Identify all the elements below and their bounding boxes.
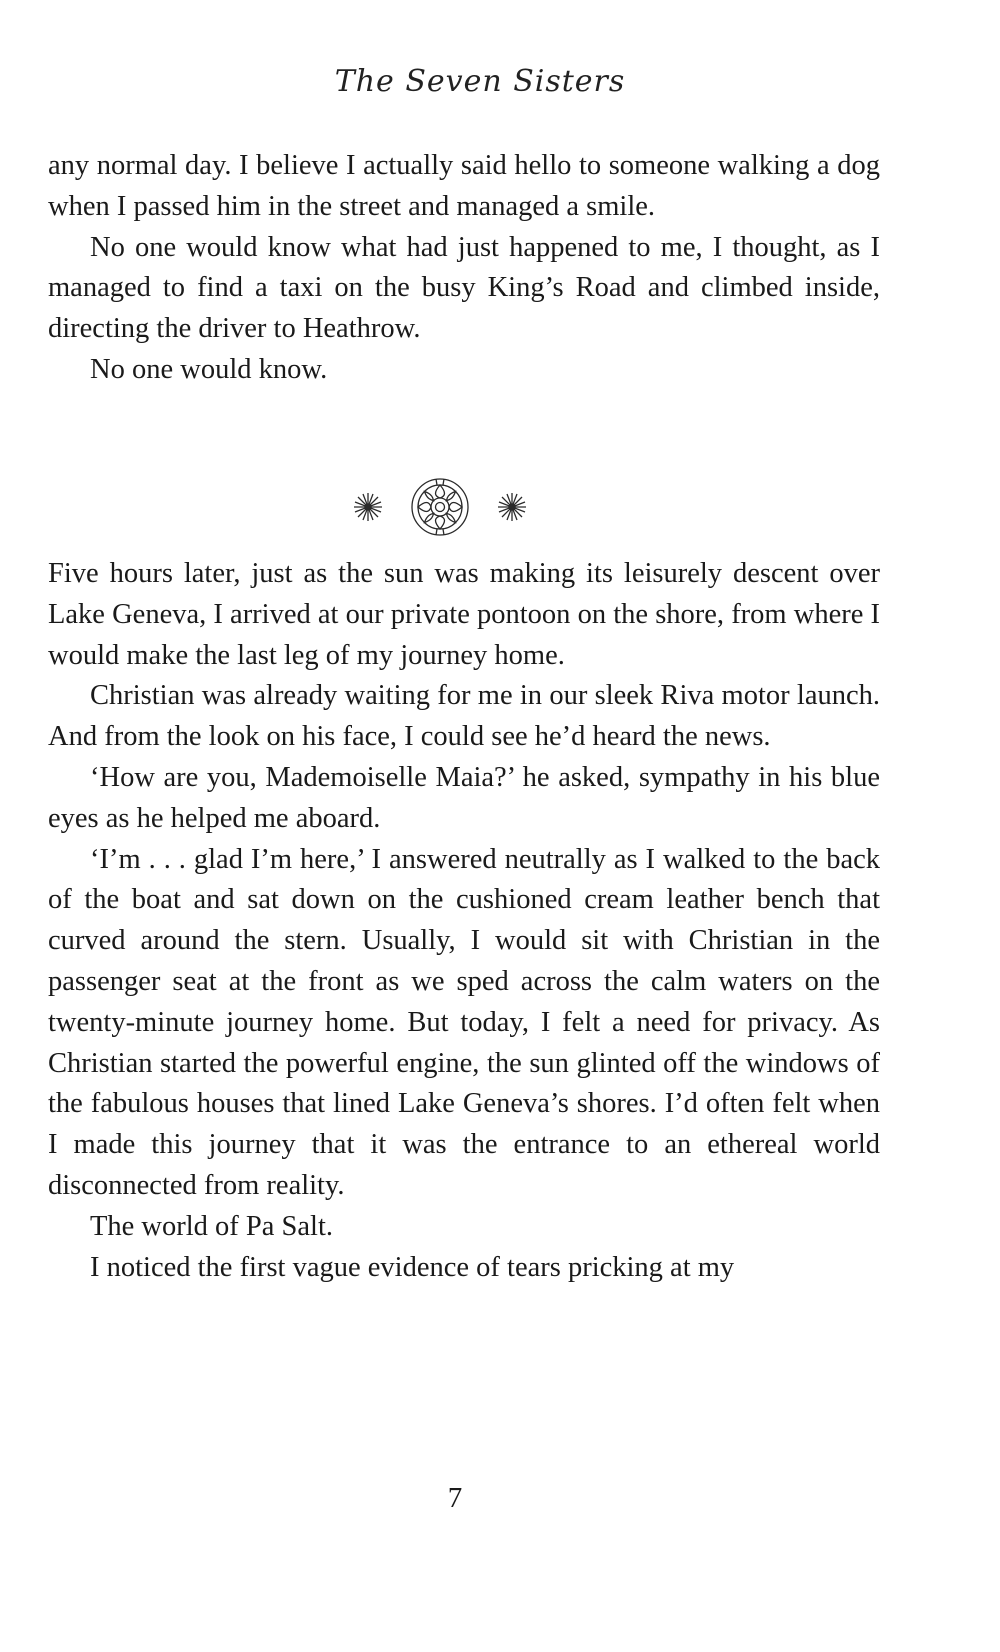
paragraph: Five hours later, just as the sun was making its leisurely descent over Lake Geneva, I arrived at our private pontoon on the shore, from where I would make the last leg of my journey home. (48, 558, 880, 671)
text-section-1 (48, 146, 880, 391)
page-number: 7 (447, 1482, 463, 1514)
paragraph: ‘How are you, Mademoiselle Maia?’ he asked, sympathy in his blue eyes as he helped me aboard. (48, 761, 880, 834)
running-head: The Seven Sisters (334, 64, 626, 99)
paragraph: No one would know what had just happened to me, I thought, as I managed to find a taxi on the busy King’s Road and climbed inside, directing the driver to Heathrow. (48, 231, 880, 345)
paragraph: No one would know. (90, 353, 328, 385)
text-section-2 (48, 554, 880, 1288)
paragraph: ‘I’m . . . glad I’m here,’ I answered neutrally as I walked to the back of the boat and sat down on the cushioned cream leather bench that curved around the stern. Usually, I would sit with Christian in the passenger seat at the front as we sped across the calm waters on the twenty-minute journey home. But today, I felt a need for privacy. As Christian started the powerful engine, the sun glinted off the windows of the fabulous houses that lined Lake Geneva’s shores. I’d often felt when I made this journey that it was the entrance to an ethereal world disconnected from reality. (48, 843, 880, 1201)
paragraph-continuation: any normal day. I believe I actually said hello to someone walking a dog when I passed him in the street and managed a smile. (48, 150, 880, 222)
paragraph: Christian was already waiting for me in our sleek Riva motor launch. And from the look on his face, I could see he’d heard the news. (48, 680, 880, 753)
paragraph: The world of Pa Salt. (90, 1210, 334, 1242)
paragraph: I noticed the first vague evidence of tears pricking at my (90, 1251, 735, 1283)
floral-section-break-icon (340, 472, 540, 542)
